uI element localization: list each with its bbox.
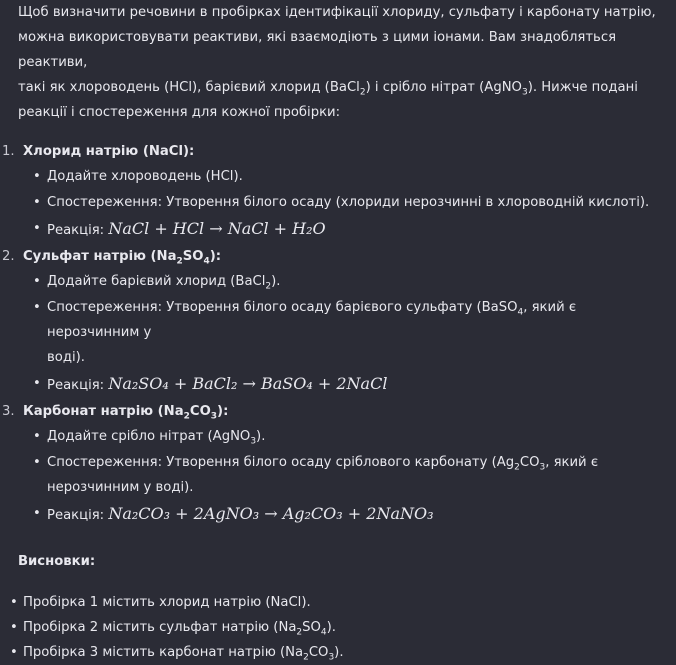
substep-item: [33, 216, 662, 243]
bullet-icon: •: [10, 645, 18, 660]
bullet-icon: •: [33, 221, 41, 236]
steps-list: [2, 139, 662, 528]
bullet-icon: •: [10, 620, 18, 635]
conclusion-item: [10, 590, 662, 615]
conclusion-text: Пробірка 1 містить хлорид натрію (NaCl).: [23, 595, 311, 610]
substep-item: [33, 501, 662, 528]
step-number: 2.: [2, 249, 15, 264]
step-item: [2, 399, 662, 528]
bullet-icon: •: [33, 274, 41, 289]
step-substeps: [23, 424, 662, 528]
bullet-icon: •: [33, 429, 41, 444]
step-title: Хлорид натрію (NaCl):: [23, 144, 195, 159]
substep-item: [33, 269, 662, 294]
substep-item: [33, 190, 662, 215]
substep-text: Спостереження: Утворення білого осаду (хлориди нерозчинні в хлороводній кислоті).: [47, 195, 650, 210]
reaction-formula: Na₂CO₃ + 2AgNO₃ → Ag₂CO₃ + 2NaNO₃: [108, 504, 434, 523]
step-substeps: [23, 269, 662, 398]
substep-item: [33, 164, 662, 189]
reaction-label: Реакція:: [47, 378, 109, 393]
substep-text: Додайте хлороводень (HCl).: [47, 169, 243, 184]
reaction-label: Реакція:: [47, 508, 109, 523]
substep-text: Додайте срібло нітрат (AgNO$_3$).: [47, 429, 266, 447]
bullet-icon: •: [33, 195, 41, 210]
substep-item: [33, 371, 662, 398]
bullet-icon: •: [10, 595, 18, 610]
conclusion-item: [10, 640, 662, 665]
step-substeps: [23, 164, 662, 243]
substep-item: [33, 424, 662, 449]
step-title: Сульфат натрію $(Na_2SO_4)$:: [23, 249, 222, 267]
substep-item: [33, 295, 662, 370]
reaction-formula: NaCl + HCl → NaCl + H₂O: [108, 219, 326, 238]
intro-line-2: можна використовувати реактиви, які взаємодіють з цими іонами. Вам знадобляться реактиви,: [18, 30, 617, 70]
step-title: Карбонат натрію $(Na_2CO_3)$:: [23, 404, 229, 422]
intro-line-4: реакції і спостереження для кожної пробірки:: [18, 105, 341, 120]
bullet-icon: •: [33, 169, 41, 184]
bullet-icon: •: [33, 455, 41, 470]
substep-text: Спостереження: Утворення білого осаду сріблового карбонату ($Ag_2CO_3$, який є нерозчинним у воді).: [47, 455, 599, 495]
conclusion-text: Пробірка 3 містить карбонат натрію $(Na_2CO_3)$.: [23, 645, 344, 663]
bullet-icon: •: [33, 506, 41, 521]
bullet-icon: •: [33, 300, 41, 315]
step-item: [2, 244, 662, 398]
intro-paragraph: [18, 0, 662, 125]
substep-text: Спостереження: Утворення білого осаду барієвого сульфату (BaSO$_4$, який є нерозчинним у воді).: [47, 300, 577, 365]
substep-text: Додайте барієвий хлорид (BaCl$_2$).: [47, 274, 281, 292]
substep-item: [33, 450, 662, 500]
bullet-icon: •: [33, 376, 41, 391]
reaction-label: Реакція:: [47, 223, 109, 238]
step-number: 3.: [2, 404, 15, 419]
conclusion-item: [10, 615, 662, 640]
conclusion-text: Пробірка 2 містить сульфат натрію $(Na_2SO_4)$.: [23, 620, 336, 638]
reaction-formula: Na₂SO₄ + BaCl₂ → BaSO₄ + 2NaCl: [108, 374, 388, 393]
conclusions-title: Висновки:: [18, 554, 96, 569]
step-item: [2, 139, 662, 243]
step-number: 1.: [2, 144, 15, 159]
intro-line-1: Щоб визначити речовини в пробірках ідентифікації хлориду, сульфату і карбонату натрію,: [18, 5, 656, 20]
conclusions-list: [10, 590, 662, 665]
intro-line-3: такі як хлороводень (HCl), барієвий хлорид (BaCl$_2$) і срібло нітрат (AgNO$_3$). Нижче подані: [18, 80, 638, 98]
